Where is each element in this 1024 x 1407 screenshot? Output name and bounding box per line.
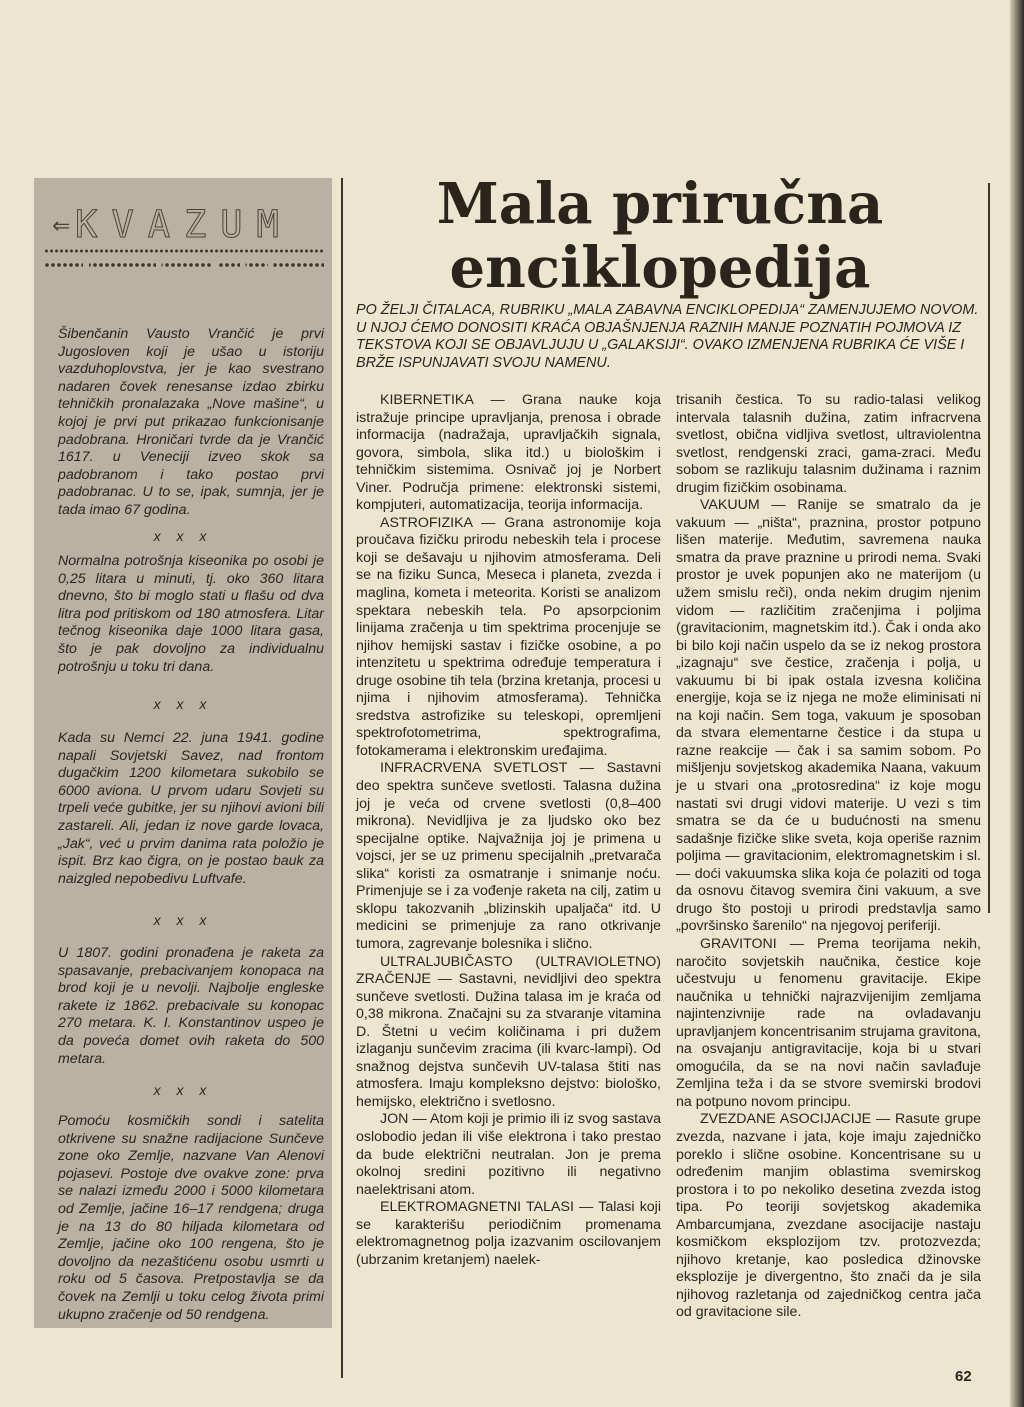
entry-infracrvena: INFRACRVENA SVETLOST — Sastavni deo spektra sunčeve svetlosti. Talasna dužina joj je veća od crvene svetlosti (0,8–400 mikrona). Nevidljiva je za ljudsko oko bez specijalne optike. Najvažnija joj je primena u vojsci, jer se uz primenu specijalnih „pretvarača slika“ koristi za osmatranje i snimanje noću. Primenjuje se i za vođenje raketa na cilj, zatim u sklopu takozvanih „blizinskih upaljača“ itd. U medicini se primenjuje za rano otkrivanje tumora, zagrevanje bolesnika i slično.: [356, 760, 661, 952]
arrow-icon: ⇐: [52, 214, 71, 239]
intro-text: PO ŽELJI ČITALACA, RUBRIKU „MALA ZABAVNA ENCIKLOPEDIJA“ ZAMENJUJEMO NOVOM. U NJOJ ĆEMO DONOSITI KRAĆA OBJAŠNJENJA RAZNIH MANJE POZNATIH POJMOVA IZ TEKSTOVA KOJI SE OBJAVLJUJU U „GALAKSIJI“. OVAKO IZMENJENA RUBRIKA ĆE VIŠE I BRŽE ISPUNJAVATI SVOJU NAMENU.: [356, 302, 979, 371]
entry-jon: JON — Atom koji je primio ili iz svog sastava oslobodio jedan ili više elektrona i tako prestao da bude električni neutralan. Jon je prema okolnoj sredini pozitivno ili negativno naelektrisani atom.: [356, 1111, 661, 1198]
sidebar-item: Pomoću kosmičkih sondi i satelita otkrivene su snažne radijacione Sunčeve zone oko Zemlje, nazvane Van Alenovi pojasevi. Postoje dve ovakve zone: prva se nalazi između 2000 i 5000 kilometara od Zemlje, jačine 16–17 rendgena; druga je na 13 do 80 hiljada kilometara od Zemlje, jačine oko 100 rengena, što je dovoljno da nezaštićenu osobu usmrti u roku od 5 časova. Pretpostavlja se da čovek na Zemlji u toku celog života primi ukupno zračenje od 50 rendgena.: [58, 1113, 324, 1323]
column-divider: [341, 178, 343, 1378]
entry-gravitoni: GRAVITONI — Prema teorijama nekih, naročito sovjetskih naučnika, čestice koje učestvuju u fenomenu gravitacije. Ekipe naučnika u tehnički najrazvijenijim zemljama najintenzivnije rade na ovladavanju upravljanjem koncentrisanim strujama gravitona, na osvajanju antigravitacije, koja bi u stvari omogućila, da se na novi način savlađuje Zemljina teža i da se stvore svemirski brodovi na potpuno novom principu.: [676, 935, 981, 1110]
article-column-1: [356, 392, 661, 1269]
title-line-1: Mala priručna: [436, 171, 884, 237]
separator: x x x: [153, 1082, 213, 1098]
entry-elektromagnetni: ELEKTROMAGNETNI TALASI — Talasi koji se karakterišu periodičnim promenama elektromagnetnog polja izazvanim oscilovanjem (ubrzanim kretanjem) naelek-: [356, 1199, 661, 1268]
page-number: 62: [955, 1368, 972, 1385]
dotted-rule-2: [44, 262, 324, 268]
dotted-rule: [44, 248, 324, 254]
kvazum-logo: KVAZUM: [75, 203, 293, 246]
entry-ultraljubicasto: ULTRALJUBIČASTO (ULTRAVIOLETNO) ZRAČENJE — Sastavni, nevidljivi deo spektra sunčeve svetlosti. Dužina talasa im je kraća od 0,38 mikrona. Značajni su za stvaranje vitamina D. Štetni u većim količinama i pri dužem izlaganju sunčevim zracima (ili kvarc-lampi). Od snažnog dejstva sunčevih UV-talasa štiti nas atmosfera. Imaju kompleksno dejstvo: biološko, hemijsko, električno i svetlosno.: [356, 953, 661, 1110]
right-rule: [988, 183, 990, 913]
page-edge: [1010, 0, 1024, 1407]
entry-continued: trisanih čestica. To su radio-talasi velikog intervala talasnih dužina, zatim infracrvena svetlost, obična vidljiva svetlost, ultraviolentna svetlost, rendgenski zraci, gama-zraci. Među sobom se razlikuju talasnim dužinama i raznim drugim fizičkim osobinama.: [676, 392, 981, 496]
sidebar-item: Normalna potrošnja kiseonika po osobi je 0,25 litara u minuti, tj. oko 360 litara dnevno, što bi moglo stati u flašu od dva litra pod pritiskom od 180 atmosfera. Litar tečnog kiseonika daje 1000 litara gasa, što je pak dovoljno za individualnu potrošnju u toku tri dana.: [58, 553, 324, 675]
sidebar-item: U 1807. godini pronađena je raketa za spasavanje, prebacivanjem konopaca na brod koji je u nevolji. Najbolje engleske rakete iz 1862. prebacivale su konopac 270 metara. K. I. Konstantinov uspeo je da poveća domet ovih raketa do 500 metara.: [58, 945, 324, 1067]
entry-astrofizika: ASTROFIZIKA — Grana astronomije koja proučava fizičku prirodu nebeskih tela i procese koji se dešavaju u njihovim atmosferama. Deli se na fiziku Sunca, Meseca i planeta, zvezda i maglina, kometa i meteorita. Koristi se analizom spektara nebeskih tela. Po apsorpcionim linijama zračenja u tim spektrima procenjuje se njihov hemijski sastav i fizičke osobine, a po intenzitetu u spektrima određuje temperatura i druge osobine tih tela (brzina kretanja, procesi u njima i njihovim atmosferama). Tehnička sredstva astrofizike su teleskopi, opremljeni spektrofotometrima, spektrografima, fotokamerama i elektronskim uređajima.: [356, 514, 661, 759]
title-line-2: enciklopedija: [449, 235, 871, 301]
page-title: [420, 172, 900, 300]
entry-kibernetika: KIBERNETIKA — Grana nauke koja istražuje principe upravljanja, prenosa i obrade informacija (nadražaja, upravljačkih signala, govora, simbola, slika itd.) u biološkim i tehničkim sistemima. Osnivač joj je Norbert Viner. Područja primene: elektronski sistemi, kompjuteri, automatizacija, teorija informacija.: [356, 392, 661, 514]
sidebar-item: Šibenčanin Vausto Vrančić je prvi Jugosloven koji je ušao u istoriju vazduhoplovstva, jer je kao svestrano nadaren čovek renesanse izdao zbirku tehničkih pronalazaka „Nove mašine“, u kojoj je prvi put prikazao funkcionisanje padobrana. Hroničari tvrde da je Vrančić 1617. u Veneciji izveo skok sa padobranom i tako postao prvi padobranac. U to se, ipak, sumnja, jer je tada imao 67 godina.: [58, 326, 324, 518]
entry-vakuum: VAKUUM — Ranije se smatralo da je vakuum — „ništa“, praznina, prostor potpuno lišen materije. Međutim, savremena nauka smatra da prave praznine u prirodi nema. Svaki prostor je uvek popunjen ako ne materijom (u užem smislu reči), onda nekim drugim njenim vidom — različitim zračenjima i poljima (gravitacionim, magnetskim itd.). Čak i onda ako bi bilo koji način uspelo da se iz nekog prostora „izagnaju“ sve čestice, zračenja i polja, u vakuumu bi bi ipak ostala izvesna količina energije, koja se iz njega ne može eliminisati ni na koji način. Sem toga, vakuum je sposoban da stvara elementarne čestice i da stupa u razne reakcije — čak i sa samim sobom. Po mišljenju sovjetskog akademika Naana, vakuum je u stvari ona „protosredina“ iz koje mogu nastati svi drugi vidovi materije. U vezi s tim smatra se da će u budućnosti na smenu sadašnje fizičke slike sveta, koja operiše raznim poljima — gravitacionim, elektromagnetskim i sl. — doći vakuumska slika koja će polaziti od toga da osnovu čitavog svemira čini vakuum, a sve drugo što postoji u prirodi predstavlja samo „površinsko šarenilo“ na njegovoj periferiji.: [676, 497, 981, 935]
separator: x x x: [153, 912, 213, 928]
article-column-2: [676, 392, 981, 1322]
entry-zvezdane: ZVEZDANE ASOCIJACIJE — Rasute grupe zvezda, nazvane i jata, koje imaju zajedničko poreklo i slične osobine. Koncentrisane su u određenim manjim oblastima svemirskog prostora i to po nekoliko desetina zvezda istog tipa. Po teoriji sovjetskog akademika Ambarcumjana, zvezdane asocijacije nastaju kosmičkom eksplozijom tzv. protozvezda; njihovo kretanje, kao posledica džinovske eksplozije je divergentno, što znači da je sila njihovog razletanja od zajedničkog centra jača od gravitacione sile.: [676, 1111, 981, 1321]
separator: x x x: [153, 528, 213, 544]
separator: x x x: [153, 696, 213, 712]
sidebar-item: Kada su Nemci 22. juna 1941. godine napali Sovjetski Savez, nad frontom dugačkim 1200 kilometara sukobilo se 6000 aviona. U prvom udaru Sovjeti su trpeli veće gubitke, jer su njihovi avioni bili zastareli. Ali, jedan iz nove garde lovaca, „Jak“, već u prvim danima rata položio je ispit. Brz kao čigra, on je postao bauk za naizgled nepobedivu Luftvafe.: [58, 730, 324, 887]
